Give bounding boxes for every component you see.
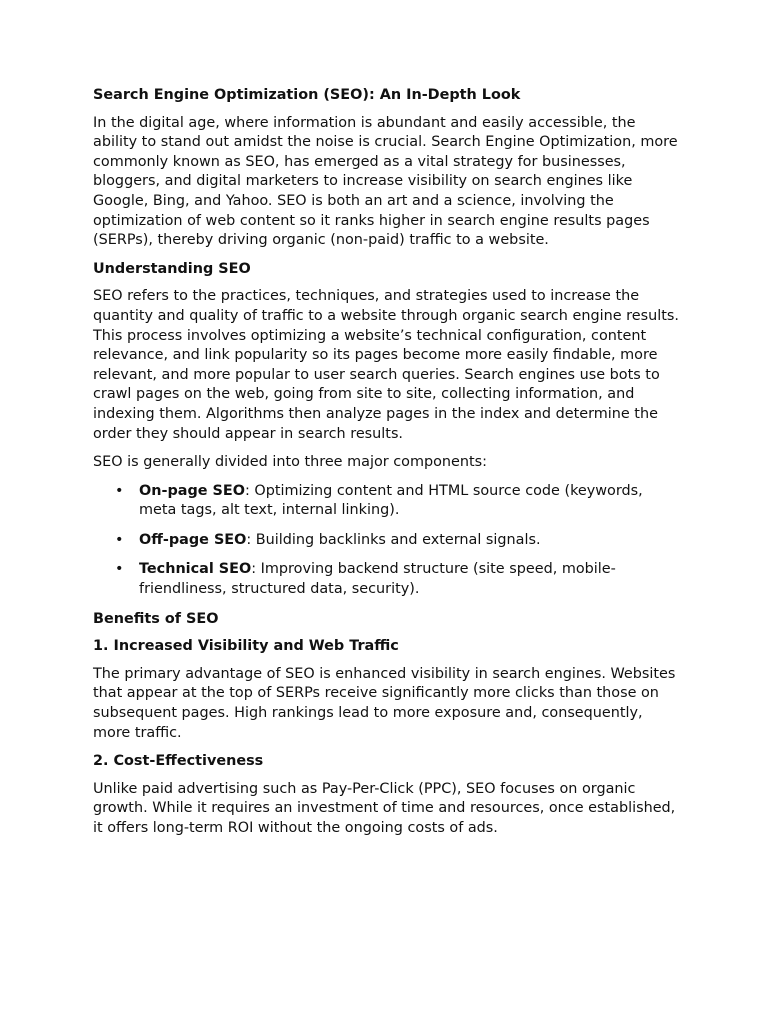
component-term: On-page SEO <box>139 482 245 499</box>
benefits-heading: Benefits of SEO <box>93 610 219 627</box>
component-term: Technical SEO <box>139 561 252 578</box>
component-description: : Improving backend structure (site speed, mobile-friendliness, structured data, security). <box>139 561 616 598</box>
document-body <box>93 86 679 848</box>
intro-paragraph: In the digital age, where information is abundant and easily accessible, the ability to stand out amidst the noise is crucial. Search Engine Optimization, more commonly known as SEO, has emerged as a vital strategy for businesses, bloggers, and digital marketers to increase visibility on search engines like Google, Bing, and Yahoo. SEO is both an art and a science, involving the optimization of web content so it ranks higher in search engine results pages (SERPs), thereby driving organic (non-paid) traffic to a website. <box>93 114 678 249</box>
component-term: Off-page SEO <box>139 531 247 548</box>
understanding-seo-heading: Understanding SEO <box>93 260 251 277</box>
understanding-seo-paragraph: SEO refers to the practices, techniques, and strategies used to increase the quantity and quality of traffic to a website through organic search engine results. This process involves optimizing a website’s technical configuration, content relevance, and link popularity so its pages become more easily findable, more relevant, and more popular to user search queries. Search engines use bots to crawl pages on the web, going from site to site, collecting information, and indexing them. Algorithms then analyze pages in the index and determine the order they should appear in search results. <box>93 288 679 442</box>
benefit-heading-visibility: 1. Increased Visibility and Web Traffic <box>93 638 399 655</box>
component-description: : Building backlinks and external signals. <box>246 531 541 548</box>
benefit-paragraph-cost: Unlike paid advertising such as Pay-Per-Click (PPC), SEO focuses on organic growth. While it requires an investment of time and resources, once established, it offers long-term ROI without the ongoing costs of ads. <box>93 780 676 836</box>
benefit-heading-cost: 2. Cost-Effectiveness <box>93 753 264 770</box>
components-intro: SEO is generally divided into three major components: <box>93 454 487 471</box>
component-description: : Optimizing content and HTML source code (keywords, meta tags, alt text, internal linking). <box>139 482 643 519</box>
list-item-technical-seo <box>93 560 679 599</box>
list-item-off-page-seo <box>93 531 679 551</box>
list-item-on-page-seo <box>93 482 679 521</box>
document-title: Search Engine Optimization (SEO): An In-Depth Look <box>93 87 521 103</box>
components-list <box>93 482 679 600</box>
benefit-paragraph-visibility: The primary advantage of SEO is enhanced visibility in search engines. Websites that appear at the top of SERPs receive significantly more clicks than those on subsequent pages. High rankings lead to more exposure and, consequently, more traffic. <box>93 665 676 741</box>
